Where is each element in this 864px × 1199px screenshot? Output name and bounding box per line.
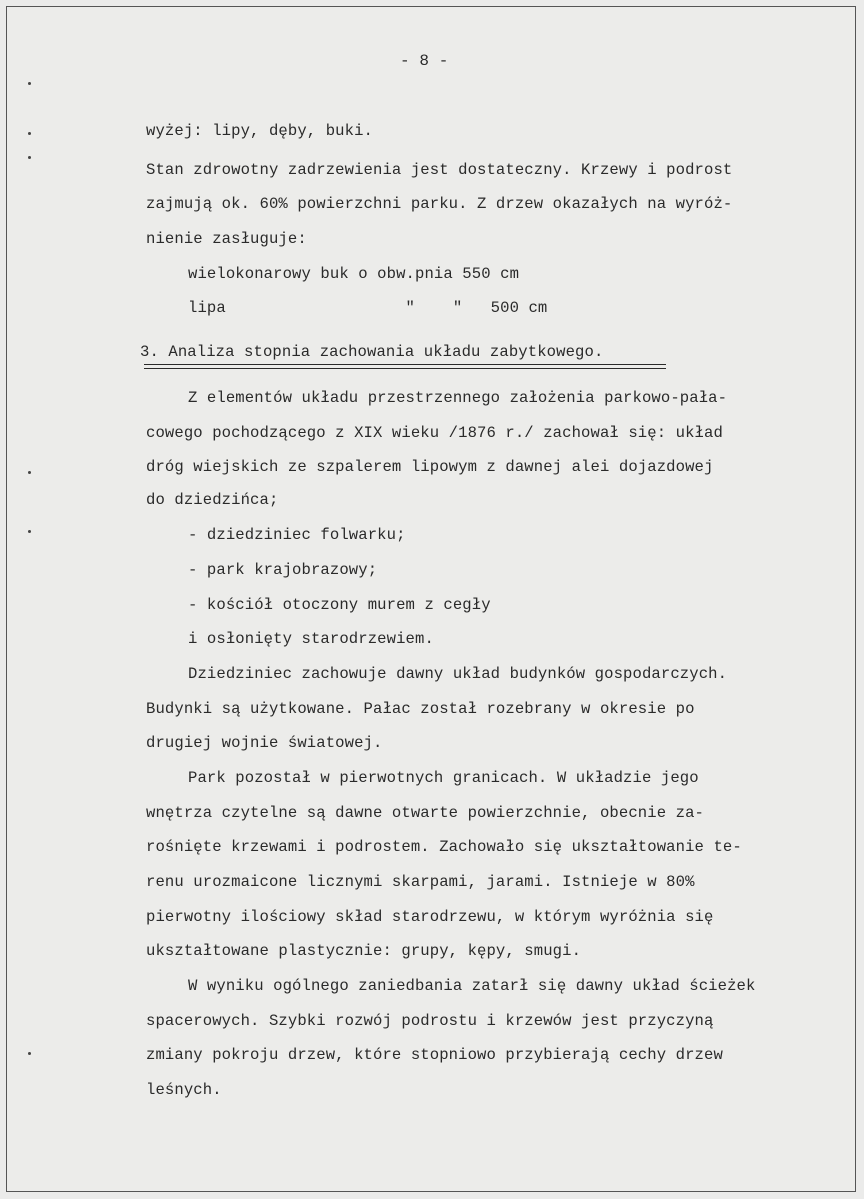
- text-line: zmiany pokroju drzew, które stopniowo przybierają cechy drzew: [146, 1046, 723, 1064]
- margin-dot: [28, 530, 31, 533]
- text-line: pierwotny ilościowy skład starodrzewu, w którym wyróżnia się: [146, 908, 714, 926]
- margin-dot: [28, 156, 31, 159]
- text-line: W wyniku ogólnego zaniedbania zatarł się dawny układ ścieżek: [188, 977, 756, 995]
- margin-dot: [28, 132, 31, 135]
- text-line: zajmują ok. 60% powierzchni parku. Z drzew okazałych na wyróż-: [146, 195, 733, 213]
- text-line: renu urozmaicone licznymi skarpami, jarami. Istnieje w 80%: [146, 873, 695, 891]
- text-line: Stan zdrowotny zadrzewienia jest dostateczny. Krzewy i podrost: [146, 161, 733, 179]
- margin-dot: [28, 471, 31, 474]
- margin-dot: [28, 1052, 31, 1055]
- heading-underline: [144, 364, 666, 369]
- text-line: wnętrza czytelne są dawne otwarte powierzchnie, obecnie za-: [146, 804, 705, 822]
- text-line: drugiej wojnie światowej.: [146, 734, 383, 752]
- list-item: - dziedziniec folwarku;: [188, 526, 406, 544]
- text-line: dróg wiejskich ze szpalerem lipowym z dawnej alei dojazdowej: [146, 458, 714, 476]
- text-line: lipa " " 500 cm: [188, 299, 548, 317]
- text-line: ukształtowane plastycznie: grupy, kępy, smugi.: [146, 942, 582, 960]
- text-line: spacerowych. Szybki rozwój podrostu i krzewów jest przyczyną: [146, 1012, 714, 1030]
- text-line: Budynki są użytkowane. Pałac został rozebrany w okresie po: [146, 700, 695, 718]
- text-line: Z elementów układu przestrzennego założenia parkowo-pała-: [188, 389, 728, 407]
- text-line: cowego pochodzącego z XIX wieku /1876 r./ zachował się: układ: [146, 424, 723, 442]
- text-line: nienie zasługuje:: [146, 230, 307, 248]
- text-line: rośnięte krzewami i podrostem. Zachowało się ukształtowanie te-: [146, 838, 742, 856]
- text-line: wielokonarowy buk o obw.pnia 550 cm: [188, 265, 520, 283]
- list-item: i osłonięty starodrzewiem.: [188, 630, 434, 648]
- list-item: - park krajobrazowy;: [188, 561, 378, 579]
- section-heading: 3. Analiza stopnia zachowania układu zabytkowego.: [140, 343, 604, 361]
- text-line: Park pozostał w pierwotnych granicach. W układzie jego: [188, 769, 699, 787]
- list-item: - kościół otoczony murem z cegły: [188, 596, 491, 614]
- text-line: Dziedziniec zachowuje dawny układ budynków gospodarczych.: [188, 665, 728, 683]
- text-line: wyżej: lipy, dęby, buki.: [146, 122, 373, 140]
- page-number: - 8 -: [400, 52, 449, 70]
- margin-dot: [28, 82, 31, 85]
- text-line: leśnych.: [146, 1081, 222, 1099]
- text-line: do dziedzińca;: [146, 491, 279, 509]
